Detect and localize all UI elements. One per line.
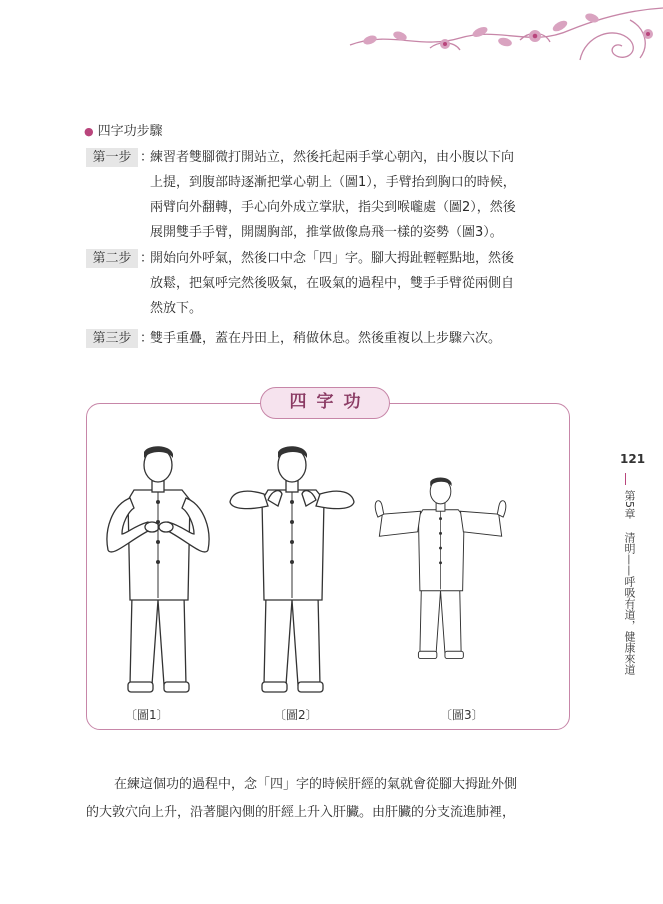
step-two (86, 246, 566, 321)
step-line: 開始向外呼氣，然後口中念「四」字。腳大拇趾輕輕點地，然後 (150, 251, 515, 266)
step-colon: ： (140, 150, 154, 165)
section-title: 四字功步驟 (97, 124, 163, 139)
chapter-title: 清明——呼吸有道，健康來道 (623, 532, 636, 675)
step-one (86, 145, 566, 245)
step-line: 上提，到腹部時逐漸把掌心朝上（圖1），手臂抬到胸口的時候， (150, 175, 516, 190)
step-line: 然放下。 (150, 301, 203, 316)
step-colon: ： (140, 251, 154, 266)
step-tag: 第二步 (86, 249, 138, 268)
figure-2-illustration (224, 430, 364, 700)
step-line: 展開雙手手臂，開闊胸部，推掌做像鳥飛一樣的姿勢（圖3）。 (150, 225, 503, 240)
figure-caption: 〔圖2〕 (274, 708, 318, 722)
step-three (86, 326, 566, 351)
step-colon: ： (140, 331, 154, 346)
figure-title: 四字功 (260, 387, 390, 419)
chapter-label: 第5章 (623, 490, 636, 519)
step-line: 兩臂向外翻轉，手心向外成立掌狀，指尖到喉嚨處（圖2），然後 (150, 200, 516, 215)
step-line: 練習者雙腳微打開站立，然後托起兩手掌心朝內，由小腹以下向 (150, 150, 515, 165)
figure-caption: 〔圖1〕 (125, 708, 169, 722)
step-tag: 第三步 (86, 329, 138, 348)
body-line: 在練這個功的過程中，念「四」字的時候肝經的氣就會從腳大拇趾外側 (114, 777, 518, 792)
step-line: 雙手重疊，蓋在丹田上，稍做休息。然後重複以上步驟六次。 (150, 331, 502, 346)
floral-ornament-icon (330, 0, 663, 72)
page-divider (625, 473, 626, 485)
figure-caption: 〔圖3〕 (440, 708, 484, 722)
body-line: 的大敦穴向上升，沿著腿內側的肝經上升入肝臟。由肝臟的分支流進肺裡， (86, 805, 516, 820)
step-line: 放鬆，把氣呼完然後吸氣，在吸氣的過程中，雙手手臂從兩側自 (150, 276, 515, 291)
figure-3-illustration (372, 430, 512, 700)
section-heading (84, 120, 163, 139)
step-tag: 第一步 (86, 148, 138, 167)
page-number: 121 (620, 452, 646, 466)
bullet-icon: ● (84, 125, 94, 138)
figure-1-illustration (90, 430, 230, 700)
